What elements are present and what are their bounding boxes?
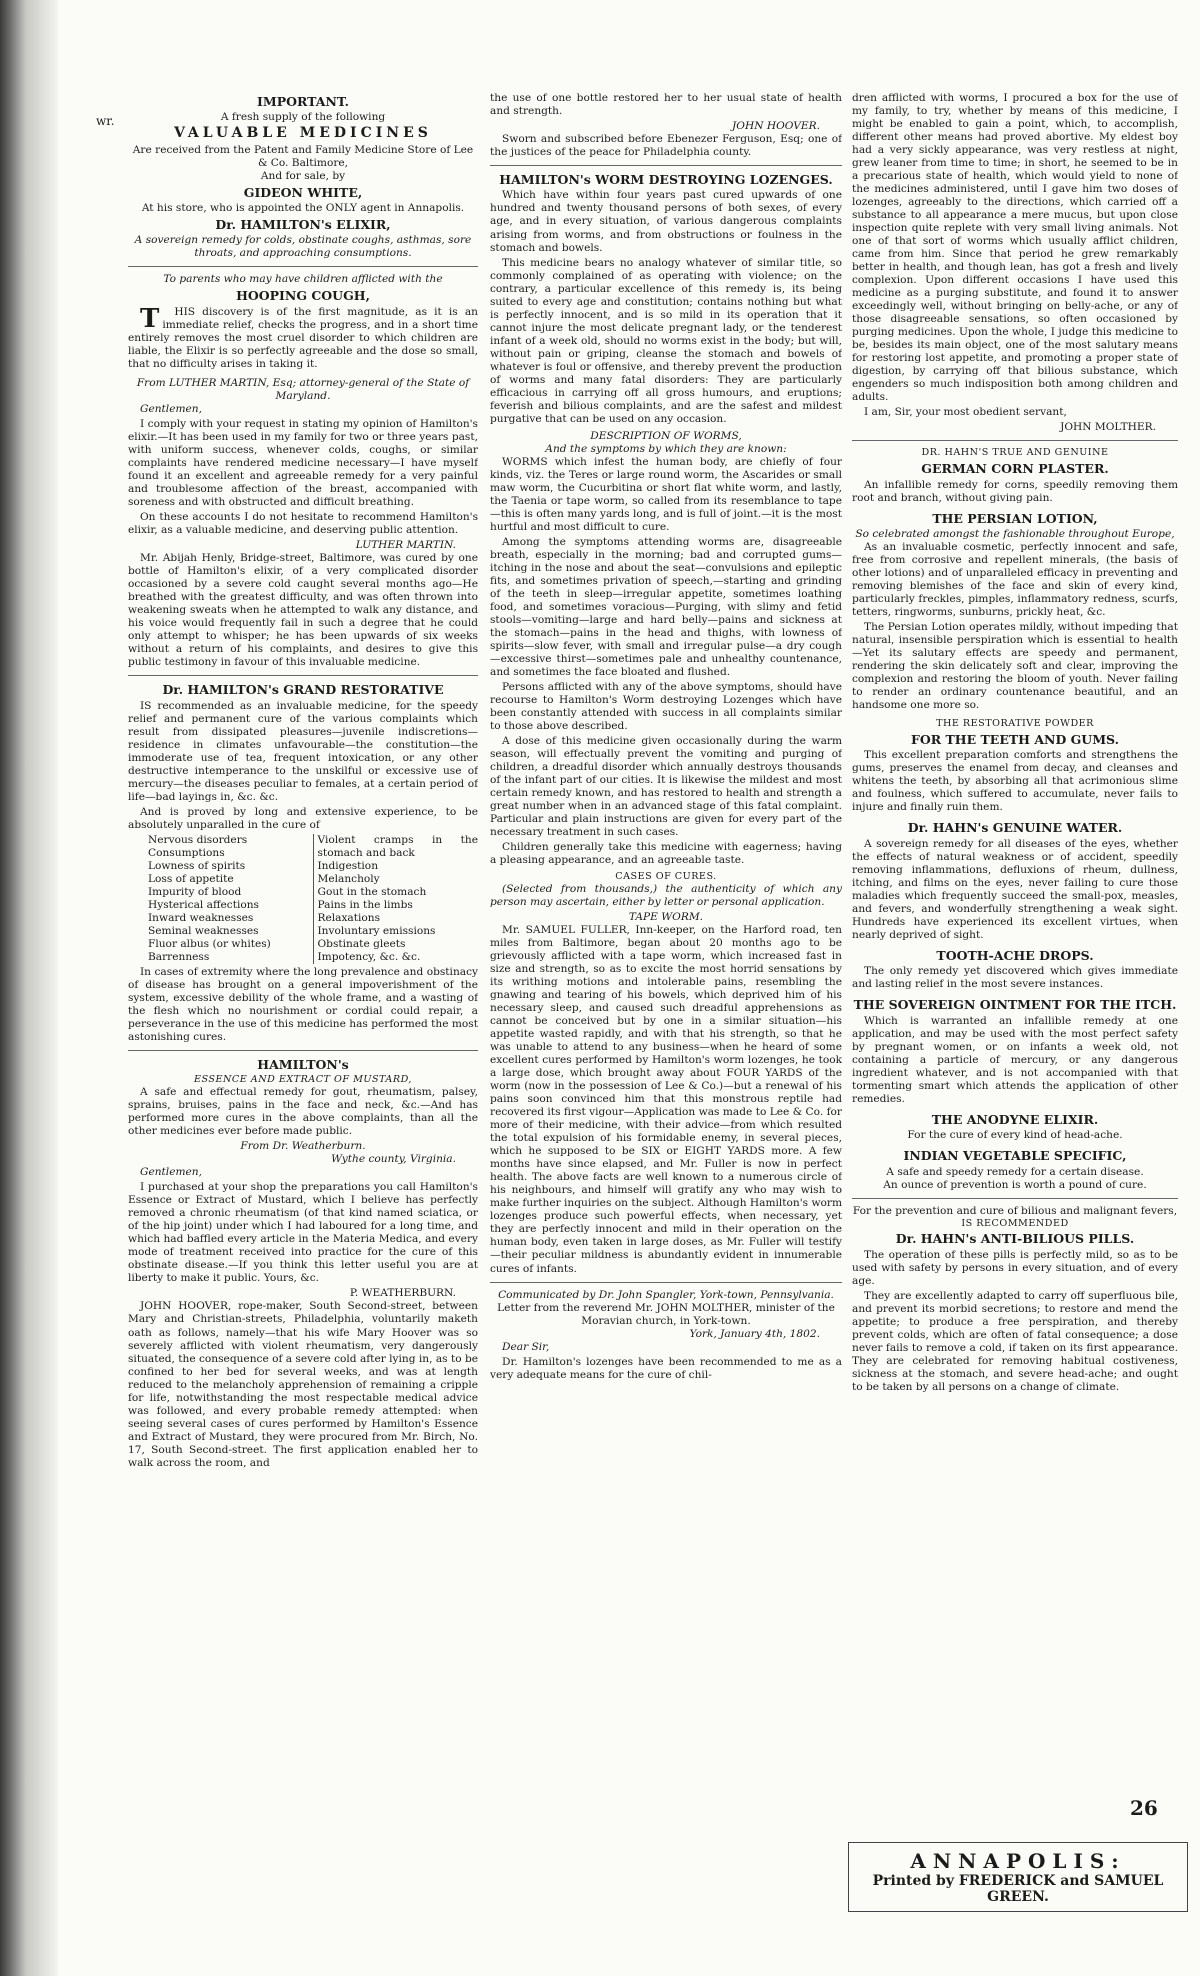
anodyne-line: For the cure of every kind of head-ache. xyxy=(907,1129,1123,1142)
divider xyxy=(852,1198,1178,1199)
important-heading: IMPORTANT. xyxy=(257,94,349,109)
molther-letter: dren afflicted with worms, I procured a box for the use of my family, to try, whether by means of this medicine, I might be enabled to gain a point, which, to accomplish, different other means had proved abortive. My eldest boy had a very sickly appearance, was very restless at night, grew leaner from time to time; in short, he seemed to be in a precarious state of health, which would yield to none of the medicines administered, until I gave him two doses of lozenges, agreeably to the directions, which carried off a substance to all appearance a mere mucus, but upon close inspection quite replete with very small living animals. Not one of that sort of worms which usually afflict children, came from him. Since that period he grew remarkably better in health, and though lean, has got a fresh and lively complexion. Upon different occasions I have used this medicine as a purging substitute, and found it to answer exceedingly well, without bringing on belly-ache, or any of those disagreeable sensations, so often occasioned by purging medicines. Upon the whole, I judge this medicine to be, besides its main object, one of the most salutary means for restoring lost appetite, and promoting a proper state of digestion, by carrying off that bilious substance, which engenders so much indisposition both among children and adults. xyxy=(852,92,1178,404)
plaster-paragraph: An infallible remedy for corns, speedily removing them root and branch, without giving pain. xyxy=(852,478,1178,504)
persian-lotion-heading: THE PERSIAN LOTION, xyxy=(932,510,1098,526)
persian-paragraph-2: The Persian Lotion operates mildly, without impeding that natural, insensible perspiration which is essential to health—Yet its salutary effects are speedy and permanent, rendering the skin delicately soft and clear, improving the complexion and restoring the bloom of youth. Never failing to render an ordinary countenance beautiful, and an handsome one more so. xyxy=(852,621,1178,712)
letter-greeting: Dear Sir, xyxy=(502,1340,550,1353)
water-paragraph: A sovereign remedy for all diseases of the eyes, whether the effects of natural weakness or of accident, speedily removing inflammations, defluxions of rheum, dullness, itching, and films on the eyes, never failing to cure those maladies which frequently succeed the small-pox, measles, and fevers, and wonderfully strengthening a weak sight. Hundreds have experienced its excellent virtues, when nearly deprived of sight. xyxy=(852,837,1178,941)
essence-heading: ESSENCE AND EXTRACT OF MUSTARD, xyxy=(194,1074,412,1086)
ailment-item: Relaxations xyxy=(317,911,381,924)
parents-line: To parents who may have children afflicted with the xyxy=(163,273,443,286)
proved-paragraph: And is proved by long and extensive experience, to be absolutely unparalled in the cure of xyxy=(128,805,478,831)
communicated-line: Communicated by Dr. John Spangler, York-town, Pennsylvania. xyxy=(498,1288,834,1301)
ailment-item: Barrenness xyxy=(148,950,210,963)
martin-signature: LUTHER MARTIN. xyxy=(355,539,456,552)
ailments-list xyxy=(148,834,478,964)
ailments-right xyxy=(318,834,479,964)
elixir-heading: Dr. HAMILTON's ELIXIR, xyxy=(215,217,391,233)
essence-paragraph: A safe and effectual remedy for gout, rheumatism, palsey, sprains, bruises, pains in the face and neck, &c.—And has performed more cures in the above complaints, than all the other medicines ever before made public. xyxy=(128,1086,478,1138)
imprint-line-2: GREEN. xyxy=(987,1889,1049,1905)
corner-mark: wr. xyxy=(96,114,115,128)
elixir-subheading: A sovereign remedy for colds, obstinate coughs, asthmas, sore throats, and approaching consumptions. xyxy=(134,234,472,260)
ointment-heading: THE SOVEREIGN OINTMENT FOR THE ITCH. xyxy=(853,997,1177,1013)
worm-paragraph-1: Which have within four years past cured upwards of one hundred and twenty thousand persons of both sexes, of every age, and in every situation, of various dangerous complaints arising from worms, and from obstructions or foulness in the stomach and bowels. xyxy=(490,189,842,254)
page-number: 26 xyxy=(1130,1796,1158,1820)
letter-date: York, January 4th, 1802. xyxy=(689,1327,820,1340)
greeting: Gentlemen, xyxy=(140,1166,202,1179)
henly-testimony: Mr. Abijah Henly, Bridge-street, Baltimore, was cured by one bottle of Hamilton's elixir, of a very complicated disorder occasioned by a severe cold caught several months ago—He breathed with the greatest difficulty, and was often thrown into weakening sweats when he attempted to walk any distance, and his voice would frequently fail in such a degree that he could only attempt to whisper; he has been upwards of six weeks without a return of his complaints, and desires to give this public testimony in favour of this invaluable medicine. xyxy=(128,552,478,669)
powder-paragraph: This excellent preparation comforts and strengthens the gums, preserves the enamel from decay, and cleanses and whitens the teeth, by absorbing all that acrimonious slime and foulness, which suffered to accumulate, never fails to injure and finally ruin them. xyxy=(852,749,1178,814)
ailment-item: Consumptions xyxy=(148,846,225,859)
plaster-pre-heading: DR. HAHN'S TRUE AND GENUINE xyxy=(921,447,1109,459)
hamiltons-heading: HAMILTON's xyxy=(257,1057,349,1073)
divider xyxy=(128,1050,478,1051)
ailment-item: Inward weaknesses xyxy=(148,911,254,924)
hooping-cough-heading: HOOPING COUGH, xyxy=(236,288,370,304)
valuable-medicines-title: VALUABLE MEDICINES xyxy=(174,125,432,142)
imprint-line-1: Printed by FREDERICK and SAMUEL xyxy=(872,1873,1164,1889)
restorative-heading: Dr. HAMILTON's GRAND RESTORATIVE xyxy=(162,682,444,698)
ailment-item: Impurity of blood xyxy=(148,885,242,898)
hoover-signature: JOHN HOOVER. xyxy=(732,120,820,133)
ailment-item: Seminal weaknesses xyxy=(148,924,259,937)
description-paragraph: WORMS which infest the human body, are chiefly of four kinds, viz. the Teres or large round worm, the Ascarides or small maw worm, the Cucurbitina or short flat white worm, and lastly, the Taenia or tape worm, so called from its resemblance to tape—this is often many yards long, and is full of joint.—it is the most hurtful and most difficult to cure. xyxy=(490,455,842,533)
printer-imprint xyxy=(848,1842,1188,1912)
tape-worm-heading: TAPE WORM. xyxy=(628,911,704,924)
ailment-item: Melancholy xyxy=(317,872,380,885)
column-3 xyxy=(852,92,1178,1954)
ailment-item: Loss of appetite xyxy=(148,872,234,885)
tooth-paragraph: The only remedy yet discovered which gives immediate and lasting relief in the most severe instances. xyxy=(852,965,1178,991)
cases-subheading: (Selected from thousands,) the authenticity of which any person may ascertain, either by letter or personal application. xyxy=(490,883,842,909)
worm-paragraph-2: This medicine bears no analogy whatever of similar title, so commonly complained of as operating with violence; on the contrary, a particular excellence of this remedy is, its being suited to every age and constitution; contains nothing but what is perfectly innocent, and is so mild in its operation that it cannot injure the most delicate pregnant lady, or the tenderest infant of a week old, should no worms exist in the body; but will, without pain or griping, cleanse the stomach and bowels of whatever is foul or offensive, and thereby prevent the production of worms and many fatal disorders: They are particularly efficacious in carrying off all gross humours, and eruptions; feverish and bilious complaints, and are the safest and mildest purgative that can be used on any occasion. xyxy=(490,256,842,425)
ailment-item: Involuntary emissions xyxy=(317,924,436,937)
weatherburn-from: From Dr. Weatherburn. xyxy=(240,1140,366,1153)
teeth-gums-heading: FOR THE TEETH AND GUMS. xyxy=(911,732,1119,747)
greeting: Gentlemen, xyxy=(140,402,202,415)
letter-heading: Letter from the reverend Mr. JOHN MOLTHER, minister of the Moravian church, in York-town. xyxy=(497,1301,835,1327)
divider xyxy=(490,165,842,166)
divider xyxy=(128,675,478,676)
genuine-water-heading: Dr. HAHN's GENUINE WATER. xyxy=(907,820,1123,836)
divider xyxy=(128,266,478,267)
cases-heading: CASES OF CURES. xyxy=(615,871,717,883)
fuller-paragraph: Mr. SAMUEL FULLER, Inn-keeper, on the Harford road, ten miles from Baltimore, began about 20 months ago to be grievously afflicted with a tape worm, which increased fast in size and strength, so as to excite the most horrid sensations by its writhing motions and intolerable pains, resembling the gnawing and tearing of his bowels, which deprived him of his necessary sleep, and caused such dreadful apprehensions as cannot be conceived but by one in a similar situation—his appetite wasted rapidly, and with that his strength, so that he was unable to attend to any business—when he heard of some excellent cures performed by Hamilton's worm lozenges, he took a large dose, which brought away about FOUR YARDS of the worm (now in the possession of Lee & Co.)—but a renewal of his pains soon convinced him that this monstrous reptile had recovered its first vigour—Application was made to Lee & Co. for more of their medicine, with their advice—from which resulted the total expulsion of his formidable enemy, in several pieces, which he supposed to be SIX or EIGHT YARDS more. A few months have since elapsed, and Mr. Fuller is now in perfect health. The above facts are well known to a numerous circle of his neighbours, and himself will gratify any who may wish to make further inquiries on the subject. Although Hamilton's worm lozenges produce such powerful effects, when necessary, yet they are perfectly innocent and mild in their operation on the human body, even taken in large doses, as Mr. Fuller will testify—their peculiar mildness is abundantly evident in innumerable cures of infants. xyxy=(490,924,842,1275)
molther-signature: JOHN MOLTHER. xyxy=(1060,421,1156,434)
divider xyxy=(490,1282,842,1283)
recommended-line: IS RECOMMENDED xyxy=(961,1217,1069,1229)
divider xyxy=(852,440,1178,441)
column-1 xyxy=(128,92,478,1954)
hoover-continued: the use of one bottle restored her to her usual state of health and strength. xyxy=(490,92,842,118)
intro-line-2: Are received from the Patent and Family Medicine Store of Lee & Co. Baltimore, xyxy=(132,143,474,169)
anodyne-heading: THE ANODYNE ELIXIR. xyxy=(931,1111,1099,1127)
symptoms-paragraph: Among the symptoms attending worms are, disagreeable breath, especially in the morning; bad and corrupted gums—itching in the nose and about the seat—convulsions and epileptic fits, and sometimes privation of speech,—starting and grinding of the teeth in sleep—irregular appetite, sometimes loathing food, and sometimes voracious—Purging, with slimy and fetid stools—vomiting—large and hard belly—pains and sickness at the stomach—pains in the head and thighs, with lowness of spirits—slow fever, with small and irregular pulse—a dry cough—excessive thirst—sometimes pale and unhealthy countenance, and sometimes the face bloated and flushed. xyxy=(490,535,842,679)
molther-closing: I am, Sir, your most obedient servant, xyxy=(864,406,1067,419)
column-2 xyxy=(490,92,842,1954)
pills-paragraph-1: The operation of these pills is perfectly mild, so as to be used with safety by persons in every situation, and of every age. xyxy=(852,1248,1178,1287)
ointment-paragraph: Which is warranted an infallible remedy at one application, and may be used with the most perfect safety by pregnant women, or on infants a week old, not containing a particle of mercury, or any dangerous ingredient whatever, and is not accompanied with that tormenting smart which attends the application of other remedies. xyxy=(852,1014,1178,1105)
dose-paragraph: A dose of this medicine given occasionally during the warm season, will effectually prevent the vomiting and purging of children, a dreadful disorder which annually destroys thousands of the infant part of our cities. It is likewise the mildest and most certain remedy known, and has restored to health and strength a great number when in an advanced stage of this fatal complaint. Particular and plain instructions are given for every part of the necessary treatment in such cases. xyxy=(490,735,842,839)
ailment-item: Fluor albus (or whites) xyxy=(148,937,271,950)
martin-letter-2: On these accounts I do not hesitate to recommend Hamilton's elixir, as a valuable medicine, and deserving public attention. xyxy=(128,511,478,537)
ailment-item: Indigestion xyxy=(317,859,379,872)
intro-line-1: A fresh supply of the following xyxy=(220,111,386,124)
description-heading: DESCRIPTION OF WORMS, xyxy=(590,429,742,442)
ailment-item: Obstinate gleets xyxy=(317,937,406,950)
persian-subheading: So celebrated amongst the fashionable throughout Europe, xyxy=(855,527,1175,540)
extremity-paragraph: In cases of extremity where the long prevalence and obstinacy of disease has brought on a general impoverishment of the system, excessive debility of the whole frame, and a wasting of the flesh which no nourishment or cordial could repair, a perseverance in the use of this medicine has performed the most astonishing cures. xyxy=(128,965,478,1044)
restorative-paragraph: IS recommended as an invaluable medicine, for the speedy relief and permanent cure of the various complaints which result from dissipated pleasures—juvenile indiscretions—residence in climates unfavourable—the constitution—the immoderate use of tea, frequent intoxication, or any other destructive intemperance to the unskilful or excessive use of mercury—the diseases peculiar to females, at a certain period of life—bad layings in, &c. &c. xyxy=(128,699,478,803)
ailments-left xyxy=(148,834,314,964)
weatherburn-letter: I purchased at your shop the preparations you call Hamilton's Essence or Extract of Mustard, which I believe has perfectly removed a chronic rheumatism (of that kind named sciatica, or of the hip joint) under which I had laboured for a long time, and which had baffled every article in the Materia Medica, and every mode of treatment received into practice for the cure of this obstinate disease.—If you think this letter useful you are at liberty to make it public. Yours, &c. xyxy=(128,1181,478,1285)
worm-lozenges-heading: HAMILTON's WORM DESTROYING LOZENGES. xyxy=(499,172,833,188)
tooth-ache-heading: TOOTH-ACHE DROPS. xyxy=(936,947,1094,963)
bilious-line: For the prevention and cure of bilious and malignant fevers, xyxy=(852,1204,1178,1217)
ailment-item: Impotency, &c. &c. xyxy=(317,950,421,963)
persons-paragraph: Persons afflicted with any of the above symptoms, should have recourse to Hamilton's Worm destroying Lozenges which have been constantly attended with success in all complaints similar to those above described. xyxy=(490,681,842,733)
indian-line-1: A safe and speedy remedy for a certain disease. xyxy=(886,1165,1144,1178)
intro-line-3: And for sale, by xyxy=(260,169,346,182)
wythe-line: Wythe county, Virginia. xyxy=(331,1153,456,1166)
children-paragraph: Children generally take this medicine with eagerness; having a pleasing appearance, and an agreeable taste. xyxy=(490,841,842,867)
indian-specific-heading: INDIAN VEGETABLE SPECIFIC, xyxy=(903,1148,1127,1164)
martin-letter: I comply with your request in stating my opinion of Hamilton's elixir.—It has been used in my family for two or three years past, with uniform success, whenever colds, coughs, or similar complaints have rendered medicine necessary—I have myself found it an excellent and agreeable remedy for a very painful and troublesome affection of the breast, accompanied with soreness and with obstructed and difficult breathing. xyxy=(128,417,478,509)
ailment-item: Nervous disorders xyxy=(148,833,248,846)
ailment-item: Violent cramps in the stomach and back xyxy=(317,833,478,859)
weatherburn-signature: P. WEATHERBURN. xyxy=(349,1287,456,1300)
anti-bilious-heading: Dr. HAHN's ANTI-BILIOUS PILLS. xyxy=(895,1231,1135,1247)
ailment-item: Gout in the stomach xyxy=(317,885,427,898)
indian-line-2: An ounce of prevention is worth a pound of cure. xyxy=(883,1178,1147,1191)
imprint-city: ANNAPOLIS: xyxy=(910,1849,1126,1873)
description-subheading: And the symptoms by which they are known: xyxy=(545,442,787,455)
martin-from-line: From LUTHER MARTIN, Esq; attorney-general of the State of Maryland. xyxy=(136,376,470,402)
ailment-item: Hysterical affections xyxy=(148,898,259,911)
ailment-item: Lowness of spirits xyxy=(148,859,246,872)
letter-paragraph: Dr. Hamilton's lozenges have been recommended to me as a very adequate means for the cure of chil- xyxy=(490,1355,842,1381)
pills-paragraph-2: They are excellently adapted to carry off superfluous bile, and prevent its morbid secretions; to restore and mend the appetite; to produce a free perspiration, and thereby prevent colds, which are often of fatal consequence; a dose never fails to remove a cold, if taken on its first appearance. They are celebrated for removing habitual costiveness, sickness at the stomach, and severe head-ache; and ought to be taken by all persons on a change of climate. xyxy=(852,1289,1178,1393)
corn-plaster-heading: GERMAN CORN PLASTER. xyxy=(921,461,1109,477)
powder-pre-heading: THE RESTORATIVE POWDER xyxy=(936,718,1094,730)
discovery-paragraph: THIS discovery is of the first magnitude, as it is an immediate relief, checks the progress, and in a short time entirely removes the most cruel disorder to which children are liable, the Elixir is so perfectly agreeable and the dose so small, that no difficulty arises in taking it. xyxy=(128,303,478,370)
seller-name: GIDEON WHITE, xyxy=(243,184,363,200)
hoover-affidavit: JOHN HOOVER, rope-maker, South Second-street, between Mary and Christian-streets, Philadelphia, voluntarily maketh oath as follows, namely—that his wife Mary Hoover was so severely afflicted with violent rheumatism, very dangerously situated, the consequence of a severe cold after lying in, as to be confined to her bed for several weeks, and was at length reduced to the melancholy apprehension of remaining a cripple for life, notwithstanding the most respectable medical advice was followed, and every probable remedy attempted: when seeing several cases of cures performed by Hamilton's Essence and Extract of Mustard, they were procured from Mr. Birch, No. 17, South Second-street. The first application enabled her to walk across the room, and xyxy=(128,1300,478,1469)
ailment-item: Pains in the limbs xyxy=(317,898,413,911)
sworn-paragraph: Sworn and subscribed before Ebenezer Ferguson, Esq; one of the justices of the peace for Philadelphia county. xyxy=(490,133,842,159)
intro-line-4: At his store, who is appointed the ONLY agent in Annapolis. xyxy=(141,202,465,215)
persian-paragraph-1: As an invaluable cosmetic, perfectly innocent and safe, free from corrosive and repellent minerals, (the basis of other lotions) and of unparalleled efficacy in preventing and removing blemishes of the face and skin of every kind, particularly freckles, pimples, inflammatory redness, scurfs, tetters, ringworms, sunburns, prickly heat, &c. xyxy=(852,541,1178,619)
